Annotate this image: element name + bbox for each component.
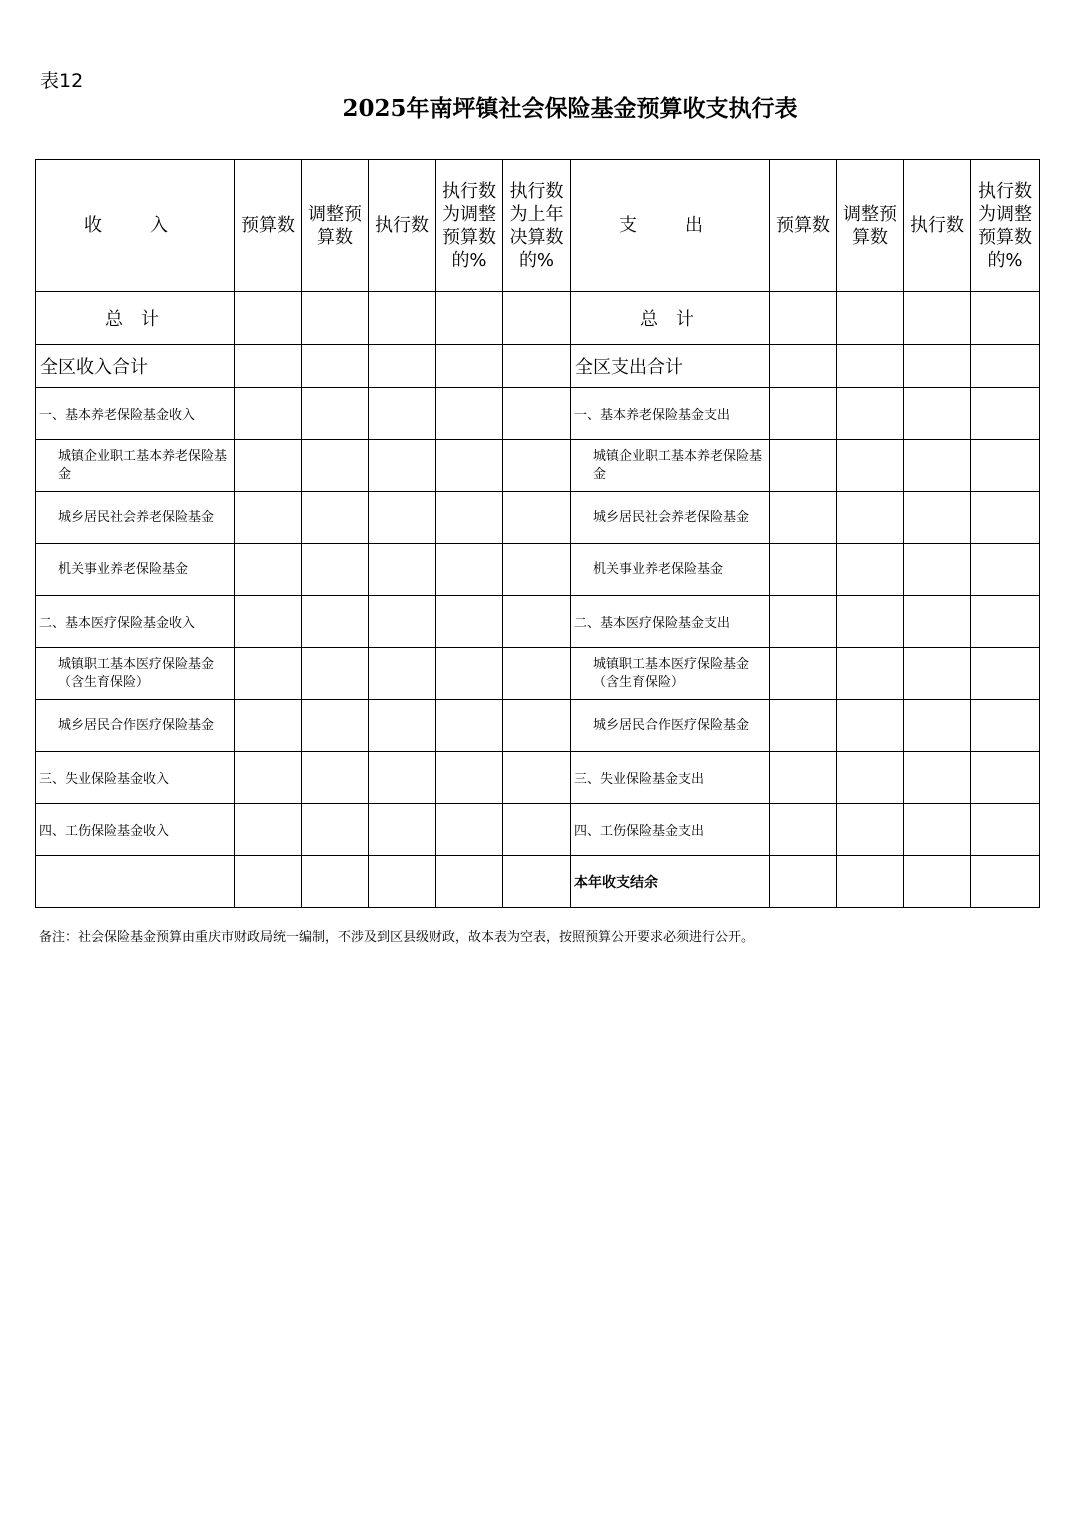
income-item-label: 三、失业保险基金收入 [36, 752, 235, 804]
annual-balance-label: 本年收支结余 [571, 856, 770, 908]
table-row [36, 596, 1040, 648]
budget-header: 预算数 [770, 160, 837, 292]
income-item-label: 城镇职工基本医疗保险基金（含生育保险） [36, 648, 235, 700]
pct-of-last-year-header: 执行数为上年决算数的% [503, 160, 571, 292]
executed-header: 执行数 [369, 160, 436, 292]
table-row [36, 804, 1040, 856]
district-total-row [36, 345, 1040, 388]
page-title: 2025年南坪镇社会保险基金预算收支执行表 [342, 95, 798, 122]
table-row [36, 388, 1040, 440]
header-row [36, 160, 1040, 292]
district-expense-label: 全区支出合计 [571, 345, 770, 388]
pct-of-adjusted-header: 执行数为调整预算数的% [436, 160, 503, 292]
table-row [36, 544, 1040, 596]
pct-of-adjusted-header: 执行数为调整预算数的% [971, 160, 1040, 292]
district-income-label: 全区收入合计 [36, 345, 235, 388]
expense-item-label: 三、失业保险基金支出 [571, 752, 770, 804]
balance-row [36, 856, 1040, 908]
table-row [36, 648, 1040, 700]
expense-item-label: 城镇职工基本医疗保险基金（含生育保险） [571, 648, 770, 700]
income-item-label: 二、基本医疗保险基金收入 [36, 596, 235, 648]
expense-item-label: 二、基本医疗保险基金支出 [571, 596, 770, 648]
budget-header: 预算数 [235, 160, 302, 292]
income-item-label: 城乡居民社会养老保险基金 [36, 492, 235, 544]
income-item-label [36, 856, 235, 908]
income-header: 收入 [36, 160, 235, 292]
expense-item-label: 城乡居民合作医疗保险基金 [571, 700, 770, 752]
total-row [36, 292, 1040, 345]
table-row [36, 700, 1040, 752]
income-item-label: 四、工伤保险基金收入 [36, 804, 235, 856]
table-number: 表12 [40, 70, 84, 92]
income-item-label: 机关事业养老保险基金 [36, 544, 235, 596]
income-item-label: 城乡居民合作医疗保险基金 [36, 700, 235, 752]
expense-item-label: 一、基本养老保险基金支出 [571, 388, 770, 440]
budget-execution-table [35, 159, 1040, 908]
expense-item-label: 机关事业养老保险基金 [571, 544, 770, 596]
expense-header: 支出 [571, 160, 770, 292]
table-row [36, 492, 1040, 544]
table-row [36, 440, 1040, 492]
adjusted-budget-header: 调整预算数 [302, 160, 369, 292]
table-row [36, 752, 1040, 804]
income-item-label: 城镇企业职工基本养老保险基金 [36, 440, 235, 492]
income-total-label: 总计 [36, 292, 235, 345]
expense-total-label: 总计 [571, 292, 770, 345]
adjusted-budget-header: 调整预算数 [837, 160, 904, 292]
expense-item-label: 城乡居民社会养老保险基金 [571, 492, 770, 544]
executed-header: 执行数 [904, 160, 971, 292]
footnote: 备注：社会保险基金预算由重庆市财政局统一编制，不涉及到区县级财政，故本表为空表，按照预算公开要求必须进行公开。 [39, 930, 755, 945]
expense-item-label: 城镇企业职工基本养老保险基金 [571, 440, 770, 492]
expense-item-label: 四、工伤保险基金支出 [571, 804, 770, 856]
income-item-label: 一、基本养老保险基金收入 [36, 388, 235, 440]
